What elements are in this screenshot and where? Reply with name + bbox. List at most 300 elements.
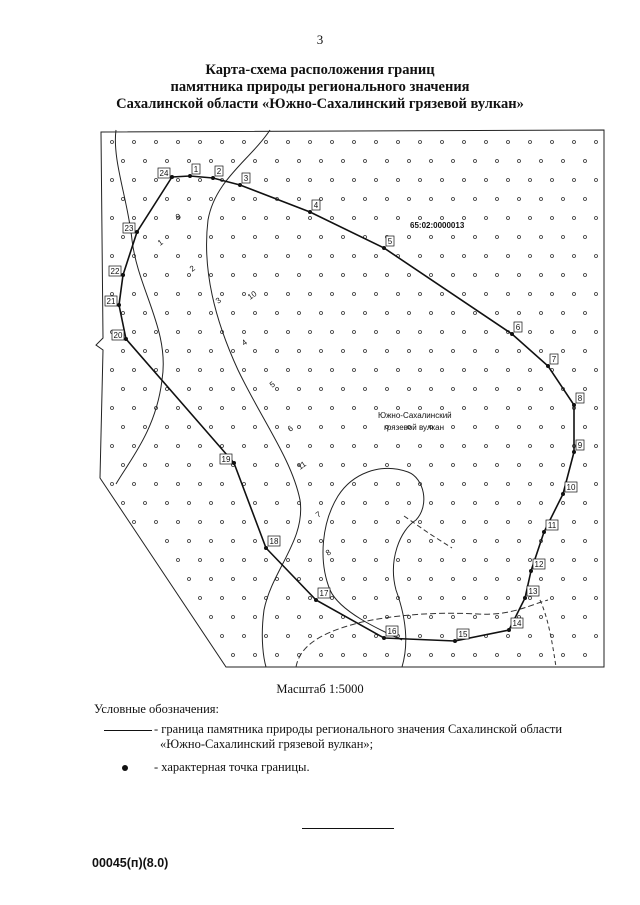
map-dot [551, 407, 554, 410]
map-dot [265, 179, 268, 182]
map-dot [331, 293, 334, 296]
map-dot [518, 578, 521, 581]
boundary-point-label: 14 [512, 619, 522, 628]
map-dot [353, 217, 356, 220]
map-dot [496, 578, 499, 581]
map-dot [276, 350, 279, 353]
map-dot [540, 388, 543, 391]
map-dot [540, 312, 543, 315]
map-dot [342, 654, 345, 657]
map-dot [463, 597, 466, 600]
map-dot [331, 407, 334, 410]
map-dot [441, 369, 444, 372]
map-dot [562, 198, 565, 201]
map-dot [419, 597, 422, 600]
map-dot [518, 654, 521, 657]
map-dot [375, 293, 378, 296]
map-dot [309, 521, 312, 524]
map-dot [375, 217, 378, 220]
map-dot [188, 198, 191, 201]
stream-line-center [207, 130, 301, 667]
map-dot [518, 540, 521, 543]
map-dot [562, 540, 565, 543]
map-dot [188, 160, 191, 163]
map-dot [331, 179, 334, 182]
map-dot [485, 179, 488, 182]
map-dot [452, 502, 455, 505]
map-dot [551, 217, 554, 220]
boundary-point-label: 8 [577, 394, 583, 403]
map-dot [364, 198, 367, 201]
map-dot [309, 141, 312, 144]
map-dot [430, 274, 433, 277]
map-dot [562, 160, 565, 163]
map-dot [430, 312, 433, 315]
map-dot [595, 483, 598, 486]
map-dot [595, 407, 598, 410]
map-dot [232, 236, 235, 239]
map-dot [540, 578, 543, 581]
map-dot [463, 179, 466, 182]
map-dot [518, 502, 521, 505]
map-dot [463, 369, 466, 372]
map-dot [254, 616, 257, 619]
map-dot [474, 540, 477, 543]
map-dot [386, 578, 389, 581]
map-dot [474, 616, 477, 619]
map-dot [243, 369, 246, 372]
map-dot [518, 198, 521, 201]
map-dot [573, 331, 576, 334]
map-dot [210, 540, 213, 543]
document-code: 00045(п)(8.0) [92, 856, 169, 870]
plot-label: 9 [173, 211, 183, 222]
map-dot [441, 483, 444, 486]
boundary-point-label: 13 [528, 587, 538, 596]
page-number: 3 [316, 32, 324, 47]
boundary-point-4 [308, 210, 312, 214]
map-dot [254, 312, 257, 315]
map-dot [276, 502, 279, 505]
map-dot [155, 483, 158, 486]
map-dot [485, 559, 488, 562]
map-dot [320, 540, 323, 543]
map-dot [419, 559, 422, 562]
map-dot [540, 160, 543, 163]
map-dot [551, 179, 554, 182]
boundary-point-13 [523, 596, 527, 600]
map-dot [320, 274, 323, 277]
map-dot [364, 312, 367, 315]
monument-boundary [119, 176, 574, 641]
map-dot [111, 179, 114, 182]
map-dot [364, 464, 367, 467]
boundary-point-15 [453, 639, 457, 643]
map-dot [166, 350, 169, 353]
volcano-label-line-1: Южно-Сахалинский [378, 411, 452, 420]
map-dot [364, 502, 367, 505]
map-dot [199, 483, 202, 486]
map-dot [441, 217, 444, 220]
map-dot [441, 141, 444, 144]
map-dot [144, 350, 147, 353]
map-dot [573, 369, 576, 372]
boundary-point-label: 2 [216, 167, 222, 176]
map-dot [474, 426, 477, 429]
map-dot [331, 255, 334, 258]
map-dot [584, 350, 587, 353]
map-dot [342, 464, 345, 467]
map-dot [199, 217, 202, 220]
map-dot [309, 179, 312, 182]
map-dot [331, 217, 334, 220]
map-dot [551, 331, 554, 334]
boundary-point-21 [117, 303, 121, 307]
map-dot [408, 654, 411, 657]
boundary-point-label: 23 [124, 224, 134, 233]
map-dot [430, 236, 433, 239]
map-dot [232, 654, 235, 657]
map-dot [111, 483, 114, 486]
map-dot [177, 293, 180, 296]
map-dot [210, 160, 213, 163]
map-dot [529, 293, 532, 296]
map-dot [518, 426, 521, 429]
map-dot [496, 274, 499, 277]
map-dot [210, 312, 213, 315]
map-dot [540, 464, 543, 467]
map-dot [188, 236, 191, 239]
boundary-point-12 [529, 569, 533, 573]
map-dot [122, 464, 125, 467]
map-dot [210, 426, 213, 429]
map-dot [386, 654, 389, 657]
map-dot [276, 274, 279, 277]
scale-label: Масштаб 1:5000 [276, 682, 364, 696]
map-dot [265, 369, 268, 372]
map-dot [221, 255, 224, 258]
map-dot [155, 217, 158, 220]
map-dot [166, 198, 169, 201]
map-dot [551, 559, 554, 562]
map-dot [408, 616, 411, 619]
map-dot [452, 312, 455, 315]
map-dot [122, 198, 125, 201]
map-dot [188, 312, 191, 315]
map-dot [276, 236, 279, 239]
map-dot [320, 616, 323, 619]
map-dot [133, 179, 136, 182]
map-dot [529, 635, 532, 638]
map-dot [584, 578, 587, 581]
map-dot [298, 160, 301, 163]
map-dot [463, 331, 466, 334]
map-dot [485, 331, 488, 334]
map-dot [397, 369, 400, 372]
map-dot [584, 540, 587, 543]
map-dot [595, 559, 598, 562]
plot-label: 1 [155, 237, 165, 248]
map-dot [529, 445, 532, 448]
map-dot [386, 198, 389, 201]
plot-label: 6 [285, 423, 295, 434]
map-dot [419, 521, 422, 524]
map-dot [243, 635, 246, 638]
map-dot [133, 141, 136, 144]
map-dot [199, 521, 202, 524]
map-dot [540, 502, 543, 505]
point-marker-icon [122, 765, 128, 771]
map-dot [540, 616, 543, 619]
map-dot [298, 578, 301, 581]
map-dot [287, 217, 290, 220]
boundary-point-8 [572, 403, 576, 407]
map-dot [463, 559, 466, 562]
map-dot [441, 255, 444, 258]
map-dot [496, 198, 499, 201]
map-dot [309, 255, 312, 258]
map-dot [353, 597, 356, 600]
map-dot [353, 141, 356, 144]
map-dot [133, 483, 136, 486]
map-dot [342, 274, 345, 277]
map-dot [122, 236, 125, 239]
map-dot [584, 198, 587, 201]
map-dot [584, 388, 587, 391]
map-dot [507, 179, 510, 182]
map-dot [595, 521, 598, 524]
map-dot [507, 141, 510, 144]
map-dot [309, 635, 312, 638]
boundary-point-label: 4 [313, 201, 319, 210]
map-dot [298, 198, 301, 201]
map-dot [232, 426, 235, 429]
map-dot [265, 445, 268, 448]
map-dot [144, 160, 147, 163]
map-dot [529, 141, 532, 144]
map-dot [430, 616, 433, 619]
map-dot [529, 597, 532, 600]
map-dot [111, 407, 114, 410]
map-dot [397, 179, 400, 182]
boundary-point-label: 5 [387, 237, 393, 246]
map-dot [595, 255, 598, 258]
map-dot [287, 445, 290, 448]
map-dot [496, 540, 499, 543]
map-dot [397, 559, 400, 562]
boundary-point-6 [510, 332, 514, 336]
boundary-point-20 [124, 337, 128, 341]
map-dot [122, 312, 125, 315]
map-dot [144, 312, 147, 315]
map-dot [166, 540, 169, 543]
map-dot [584, 654, 587, 657]
map-dot [210, 274, 213, 277]
map-dot [287, 331, 290, 334]
dot-pattern [111, 141, 598, 657]
map-dot [298, 274, 301, 277]
map-dot [419, 179, 422, 182]
plot-label: 8 [323, 547, 333, 558]
map-dot [111, 255, 114, 258]
map-dot [496, 426, 499, 429]
map-dot [232, 198, 235, 201]
map-dot [375, 483, 378, 486]
map-dot [529, 217, 532, 220]
map-dot [540, 654, 543, 657]
map-dot [485, 483, 488, 486]
map-dot [309, 559, 312, 562]
map-dot [386, 274, 389, 277]
map-dot [474, 578, 477, 581]
map-dot [166, 160, 169, 163]
map-dot [243, 331, 246, 334]
map-dot [496, 502, 499, 505]
boundary-point-label: 18 [269, 537, 279, 546]
map-dot [254, 350, 257, 353]
map-dot [331, 635, 334, 638]
map-dot [540, 236, 543, 239]
map-dot [408, 578, 411, 581]
map-dot [188, 578, 191, 581]
map-dot [276, 616, 279, 619]
map-dot [243, 407, 246, 410]
map-dot [342, 426, 345, 429]
map-dot [111, 141, 114, 144]
map-dot [496, 388, 499, 391]
map-dot [573, 559, 576, 562]
legend-boundary-text-1: - граница памятника природы регионального значения Сахалинской области [154, 722, 563, 736]
map-dot [177, 559, 180, 562]
map-dot [397, 293, 400, 296]
map-dot [364, 426, 367, 429]
map-dot [485, 369, 488, 372]
map-dot [485, 141, 488, 144]
map-dot [221, 635, 224, 638]
map-dot [254, 426, 257, 429]
map-dot [485, 445, 488, 448]
map-dot [265, 331, 268, 334]
map-dot [111, 369, 114, 372]
dashed-track [404, 516, 452, 548]
plot-label: 2 [187, 263, 197, 274]
boundary-point-label: 21 [106, 297, 116, 306]
map-dot [496, 160, 499, 163]
map-dot [276, 160, 279, 163]
map-dot [507, 407, 510, 410]
map-dot [309, 407, 312, 410]
map-dot [320, 236, 323, 239]
map-dot [353, 407, 356, 410]
map-dot [133, 445, 136, 448]
map-dot [386, 464, 389, 467]
map-dot [309, 445, 312, 448]
boundary-point-label: 16 [387, 627, 397, 636]
map-dot [166, 274, 169, 277]
map-dot [210, 388, 213, 391]
map-dot [177, 331, 180, 334]
map-dot [144, 502, 147, 505]
map-dot [419, 635, 422, 638]
map-dot [496, 236, 499, 239]
map-dot [430, 578, 433, 581]
map-dot [298, 236, 301, 239]
map-dot [397, 217, 400, 220]
separator-rule [302, 828, 394, 829]
map-dot [320, 426, 323, 429]
map-dot [529, 407, 532, 410]
map-dot [320, 350, 323, 353]
map-dot [265, 217, 268, 220]
map-dot [573, 217, 576, 220]
map-dot [375, 179, 378, 182]
map-dot [430, 198, 433, 201]
map-dot [507, 445, 510, 448]
plot-labels [156, 211, 333, 557]
map-dot [232, 274, 235, 277]
map-dot [452, 274, 455, 277]
map-dot [133, 293, 136, 296]
parcel-code-label: 65:02:0000013 [410, 221, 465, 230]
boundary-point-label: 24 [159, 169, 169, 178]
map-dot [551, 597, 554, 600]
map-dot [320, 464, 323, 467]
map-dot [353, 635, 356, 638]
map-dot [364, 274, 367, 277]
map-dot [474, 198, 477, 201]
map-dot [188, 502, 191, 505]
map-dot [386, 502, 389, 505]
map-dot [133, 331, 136, 334]
map-dot [419, 141, 422, 144]
map-dot [485, 255, 488, 258]
map-dot [419, 407, 422, 410]
map-dot [320, 654, 323, 657]
map-dot [485, 407, 488, 410]
map-dot [353, 521, 356, 524]
map-dot [309, 483, 312, 486]
map-dot [562, 426, 565, 429]
plot-label: 7 [313, 509, 323, 520]
map-dot [243, 597, 246, 600]
map-dot [529, 179, 532, 182]
boundary-point-label: 12 [534, 560, 544, 569]
map-dot [562, 578, 565, 581]
map-dot [573, 293, 576, 296]
map-dot [342, 312, 345, 315]
map-dot [155, 141, 158, 144]
map-dot [474, 350, 477, 353]
map-dot [177, 255, 180, 258]
map-dot [529, 331, 532, 334]
boundary-point-14 [507, 628, 511, 632]
map-dot [353, 331, 356, 334]
map-dot [232, 388, 235, 391]
boundary-point-2 [211, 176, 215, 180]
map-dot [375, 369, 378, 372]
map-dot [144, 464, 147, 467]
map-dot [430, 160, 433, 163]
boundary-point-label: 3 [243, 174, 249, 183]
map-dot [287, 521, 290, 524]
map-dot [364, 654, 367, 657]
map-dot [232, 578, 235, 581]
map-dot [254, 578, 257, 581]
map-dot [595, 217, 598, 220]
map-dot [199, 369, 202, 372]
map-dot [144, 198, 147, 201]
map-dot [375, 331, 378, 334]
